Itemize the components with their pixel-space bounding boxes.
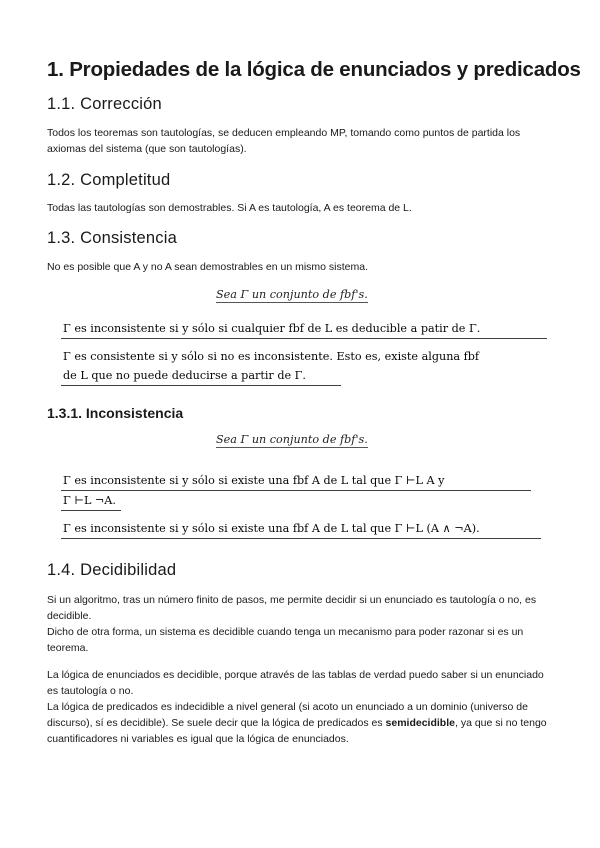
- heading-inconsistencia: 1.3.1. Inconsistencia: [47, 405, 184, 421]
- heading-correccion: 1.1. Corrección: [47, 95, 162, 113]
- heading-decidibilidad: 1.4. Decidibilidad: [47, 561, 177, 579]
- paragraph-completitud: Todas las tautologías son demostrables. Si A es tautología, A es teorema de L.: [47, 202, 412, 214]
- p4-text-before: La lógica de predicados es indecidible a nivel general (si acoto un enunciado a un dominio (universo de discurso), sí es decidible). Se suele decir que la lógica de predicados es: [47, 701, 528, 729]
- paragraph-decidibilidad-2: Dicho de otra forma, un sistema es decidible cuando tenga un mecanismo para poder razonar si es un teorema.: [47, 626, 524, 654]
- scan-line: Γ es inconsistente si y sólo si existe una fbf A de L tal que Γ ⊢L (A ∧ ¬A).: [63, 522, 480, 535]
- scanned-definition-consistencia: [57, 318, 557, 396]
- underline-rule: [61, 385, 341, 386]
- paragraph-decidibilidad-1: Si un algoritmo, tras un número finito de pasos, me permite decidir si un enunciado es tautología o no, es decidible.: [47, 594, 537, 622]
- p4-text-after: , ya que si no tengo cuantificadores ni variables es igual que la lógica de enunciados.: [47, 717, 547, 745]
- underline-rule: [61, 338, 547, 339]
- heading-consistencia: 1.3. Consistencia: [47, 229, 177, 247]
- underline-rule: [61, 490, 531, 491]
- underline-rule: [61, 510, 121, 511]
- heading-completitud: 1.2. Completitud: [47, 171, 171, 189]
- scan-line: Γ es inconsistente si y sólo si cualquier fbf de L es deducible a patir de Γ.: [63, 322, 481, 335]
- paragraph-correccion: Todos los teoremas son tautologías, se deducen empleando MP, tomando como puntos de partida los axiomas del sistema (que son tautologías).: [47, 127, 521, 155]
- scan-line: de L que no puede deducirse a partir de Γ.: [63, 369, 306, 382]
- scan-caption-inconsistencia: Sea Γ un conjunto de fbf's.: [216, 433, 368, 446]
- paragraph-decidibilidad-3: La lógica de enunciados es decidible, porque através de las tablas de verdad puedo saber si un enunciado es tautología o no.: [47, 669, 544, 697]
- paragraph-decidibilidad-4: [47, 699, 552, 747]
- paragraph-consistencia: No es posible que A y no A sean demostrables en un mismo sistema.: [47, 261, 369, 273]
- scan-line: Γ es inconsistente si y sólo si existe una fbf A de L tal que Γ ⊢L A y: [63, 474, 445, 487]
- document-title: 1. Propiedades de la lógica de enunciados y predicados: [47, 58, 581, 81]
- scan-line: Γ ⊢L ¬A.: [63, 494, 116, 507]
- scan-line: Γ es consistente si y sólo si no es inconsistente. Esto es, existe alguna fbf: [63, 350, 480, 363]
- scan-caption-consistencia: Sea Γ un conjunto de fbf's.: [216, 288, 368, 301]
- semidecidible-term: semidecidible: [385, 717, 455, 729]
- underline-rule: [61, 538, 541, 539]
- scanned-definition-inconsistencia: [57, 468, 557, 548]
